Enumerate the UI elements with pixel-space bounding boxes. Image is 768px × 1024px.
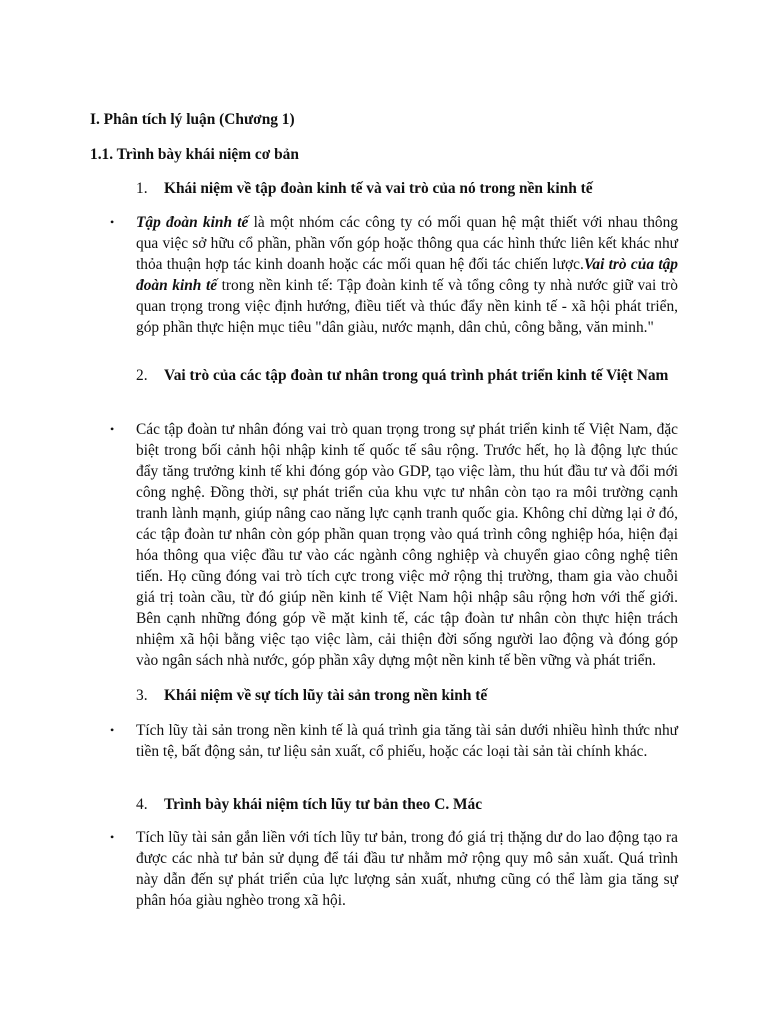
paragraph-segment: là một nhóm các công ty có mối quan hệ mật thiết với nhau thông qua việc sở hữu cổ phần, phần vốn góp hoặc thông qua các hình thức liên kết khác như thỏa thuận hợp tác kinh doanh hoặc các mối quan hệ đối tác chiến lược. — [136, 214, 678, 273]
paragraph-text — [136, 212, 678, 338]
paragraph-segment: trong nền kinh tế: Tập đoàn kinh tế và tổng công ty nhà nước giữ vai trò quan trọng trong việc định hướng, điều tiết và thúc đẩy nền kinh tế - xã hội phát triển, góp phần thực hiện mục tiêu "dân giàu, nước mạnh, dân chủ, công bằng, văn minh." — [136, 277, 678, 336]
paragraph-text: Tích lũy tài sản gắn liền với tích lũy tư bản, trong đó giá trị thặng dư do lao động tạo ra được các nhà tư bản sử dụng để tái đầu tư nhằm mở rộng quy mô sản xuất. Quá trình này dẫn đến sự phát triển của lực lượng sản xuất, nhưng cũng có thể làm gia tăng sự phân hóa giàu nghèo trong xã hội. — [136, 829, 678, 909]
bold-italic-term: Vai trò của tập đoàn kinh tế — [136, 256, 678, 294]
bold-italic-term: Tập đoàn kinh tế — [136, 214, 249, 231]
numbered-heading-4 — [136, 794, 696, 815]
numbered-heading-2 — [136, 365, 686, 386]
paragraph-text: Các tập đoàn tư nhân đóng vai trò quan trọng trong sự phát triển kinh tế Việt Nam, đặc biệt trong bối cảnh hội nhập kinh tế quốc tế sâu rộng. Trước hết, họ là động lực thúc đẩy tăng trưởng kinh tế khi đóng góp vào GDP, tạo việc làm, thu hút đầu tư và đổi mới công nghệ. Đồng thời, sự phát triển của khu vực tư nhân còn tạo ra môi trường cạnh tranh lành mạnh, giúp nâng cao năng lực cạnh tranh quốc gia. Không chỉ dừng lại ở đó, các tập đoàn tư nhân còn góp phần quan trọng vào quá trình công nghiệp hóa, hiện đại hóa thông qua việc đầu tư vào các ngành công nghiệp và chuyển giao công nghệ tiên tiến. Họ cũng đóng vai trò tích cực trong việc mở rộng thị trường, tham gia vào chuỗi giá trị toàn cầu, từ đó giúp nền kinh tế Việt Nam hội nhập sâu rộng hơn với thế giới. Bên cạnh những đóng góp về mặt kinh tế, các tập đoàn tư nhân còn thực hiện trách nhiệm xã hội bằng việc tạo việc làm, cải thiện đời sống người lao động và đóng góp vào ngân sách nhà nước, góp phần xây dựng một nền kinh tế bền vững và phát triển. — [136, 421, 678, 669]
bullet-icon: • — [110, 830, 115, 844]
heading-number: 1. — [136, 180, 148, 197]
bullet-icon: • — [110, 215, 115, 229]
bullet-paragraph-3 — [110, 720, 678, 762]
bullet-icon: • — [110, 723, 115, 737]
heading-number: 4. — [136, 796, 148, 813]
numbered-heading-3 — [136, 685, 696, 706]
heading-title: Khái niệm về tập đoàn kinh tế và vai trò của nó trong nền kinh tế — [164, 180, 593, 197]
heading-number: 3. — [136, 687, 148, 704]
bullet-paragraph-1 — [110, 212, 678, 338]
heading-title: Vai trò của các tập đoàn tư nhân trong quá trình phát triển kinh tế Việt Nam — [164, 367, 669, 384]
heading-title: Trình bày khái niệm tích lũy tư bản theo C. Mác — [164, 796, 483, 813]
paragraph-text: Tích lũy tài sản trong nền kinh tế là quá trình gia tăng tài sản dưới nhiều hình thức như tiền tệ, bất động sản, tư liệu sản xuất, cổ phiếu, hoặc các loại tài sản tài chính khác. — [136, 722, 678, 760]
heading-title: Khái niệm về sự tích lũy tài sản trong nền kinh tế — [164, 687, 488, 704]
bullet-paragraph-4 — [110, 827, 678, 911]
section-heading: 1.1. Trình bày khái niệm cơ bản — [90, 146, 299, 163]
numbered-heading-1 — [136, 178, 696, 199]
bullet-paragraph-2 — [110, 419, 678, 671]
bullet-icon: • — [110, 422, 115, 436]
heading-number: 2. — [136, 367, 148, 384]
chapter-heading: I. Phân tích lý luận (Chương 1) — [90, 111, 295, 128]
